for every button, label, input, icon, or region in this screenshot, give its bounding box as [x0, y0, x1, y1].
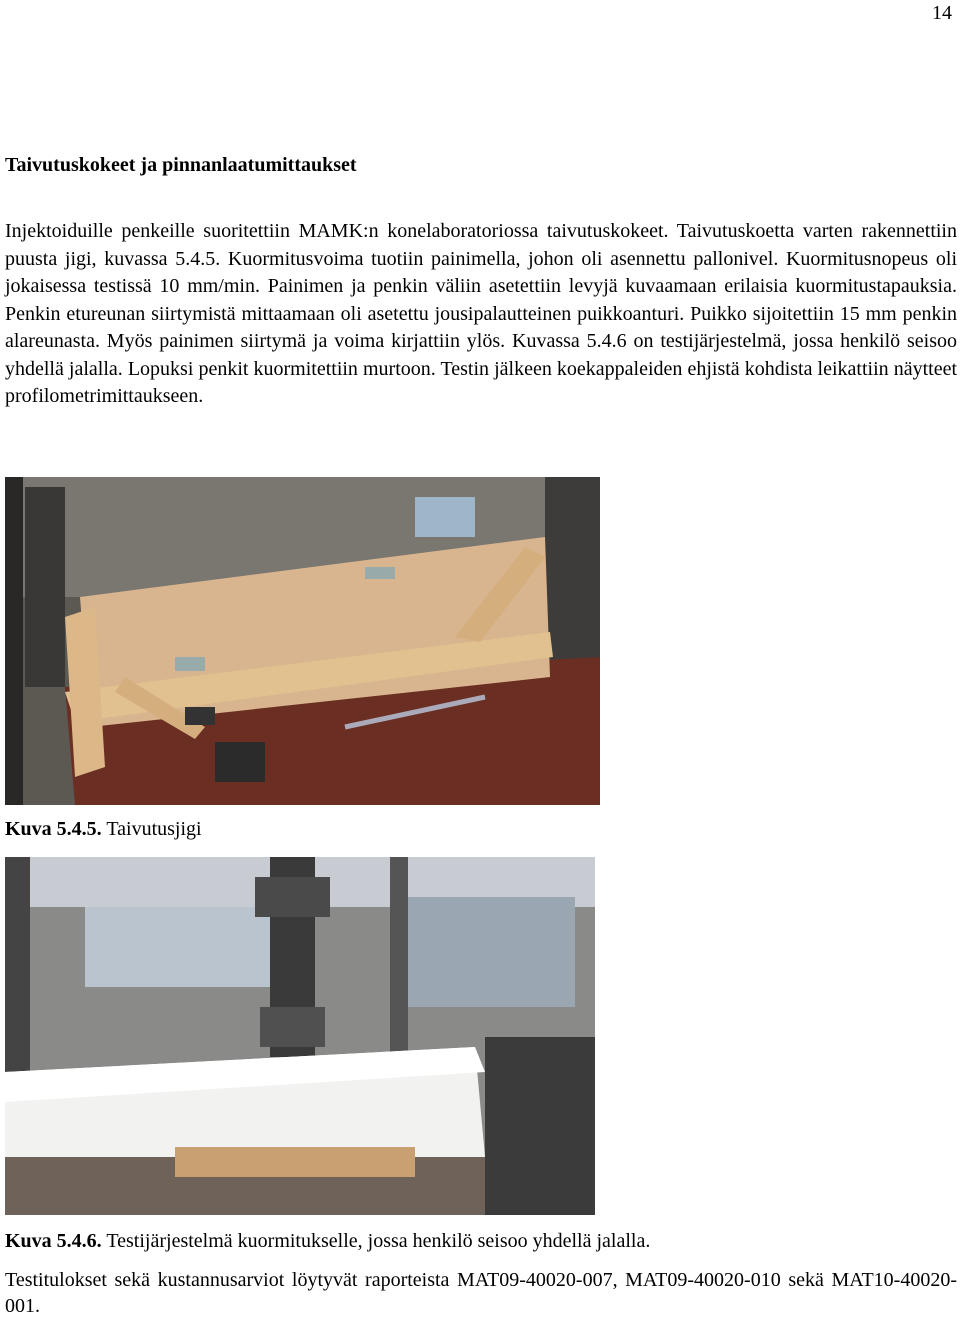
body-paragraph-1: Injektoiduille penkeille suoritettiin MAMK:n konelaboratoriossa taivutuskokeet. Taivutuskoetta varten rakennettiin puusta jigi, kuvassa 5.4.5. Kuormitusvoima tuotiin painimella, johon oli asennettu pallonivel. Kuormitusnopeus oli jokaisessa testissä 10 mm/min. Painimen ja penkin väliin asetettiin levyjä kuvaamaan erilaisia kuormitustapauksia. Penkin etureunan siirtymistä mittaamaan oli asetettu jousipalautteinen puikkoanturi. Puikko sijoitettiin 15 mm penkin alareunasta. Myös painimen siirtymä ja voima kirjattiin ylös. Kuvassa 5.4.6 on testijärjestelmä, jossa henkilö seisoo yhdellä jalalla. Lopuksi penkit kuormitettiin murtoon. Testin jälkeen koekappaleiden ehjistä kohdista leikattiin näytteet profilometrimittaukseen.	[5, 220, 957, 407]
figure-caption-1	[5, 818, 202, 841]
test-system-photo	[5, 857, 595, 1215]
figure-caption-text-1: Taivutusjigi	[101, 818, 202, 840]
page-number: 14	[932, 2, 952, 24]
bending-jig-photo	[5, 477, 600, 805]
section-heading: Taivutuskokeet ja pinnanlaatumittaukset	[5, 154, 357, 176]
figure-caption-text-2: Testijärjestelmä kuormitukselle, jossa henkilö seisoo yhdellä jalalla.	[101, 1230, 651, 1252]
figure-label-2: Kuva 5.4.6.	[5, 1230, 102, 1252]
figure-label-1: Kuva 5.4.5.	[5, 818, 102, 840]
body-paragraph-2: Testitulokset sekä kustannusarviot löytyvät raporteista MAT09-40020-007, MAT09-40020-010 sekä MAT10-40020-001.	[5, 1269, 957, 1317]
figure-caption-2	[5, 1230, 650, 1253]
